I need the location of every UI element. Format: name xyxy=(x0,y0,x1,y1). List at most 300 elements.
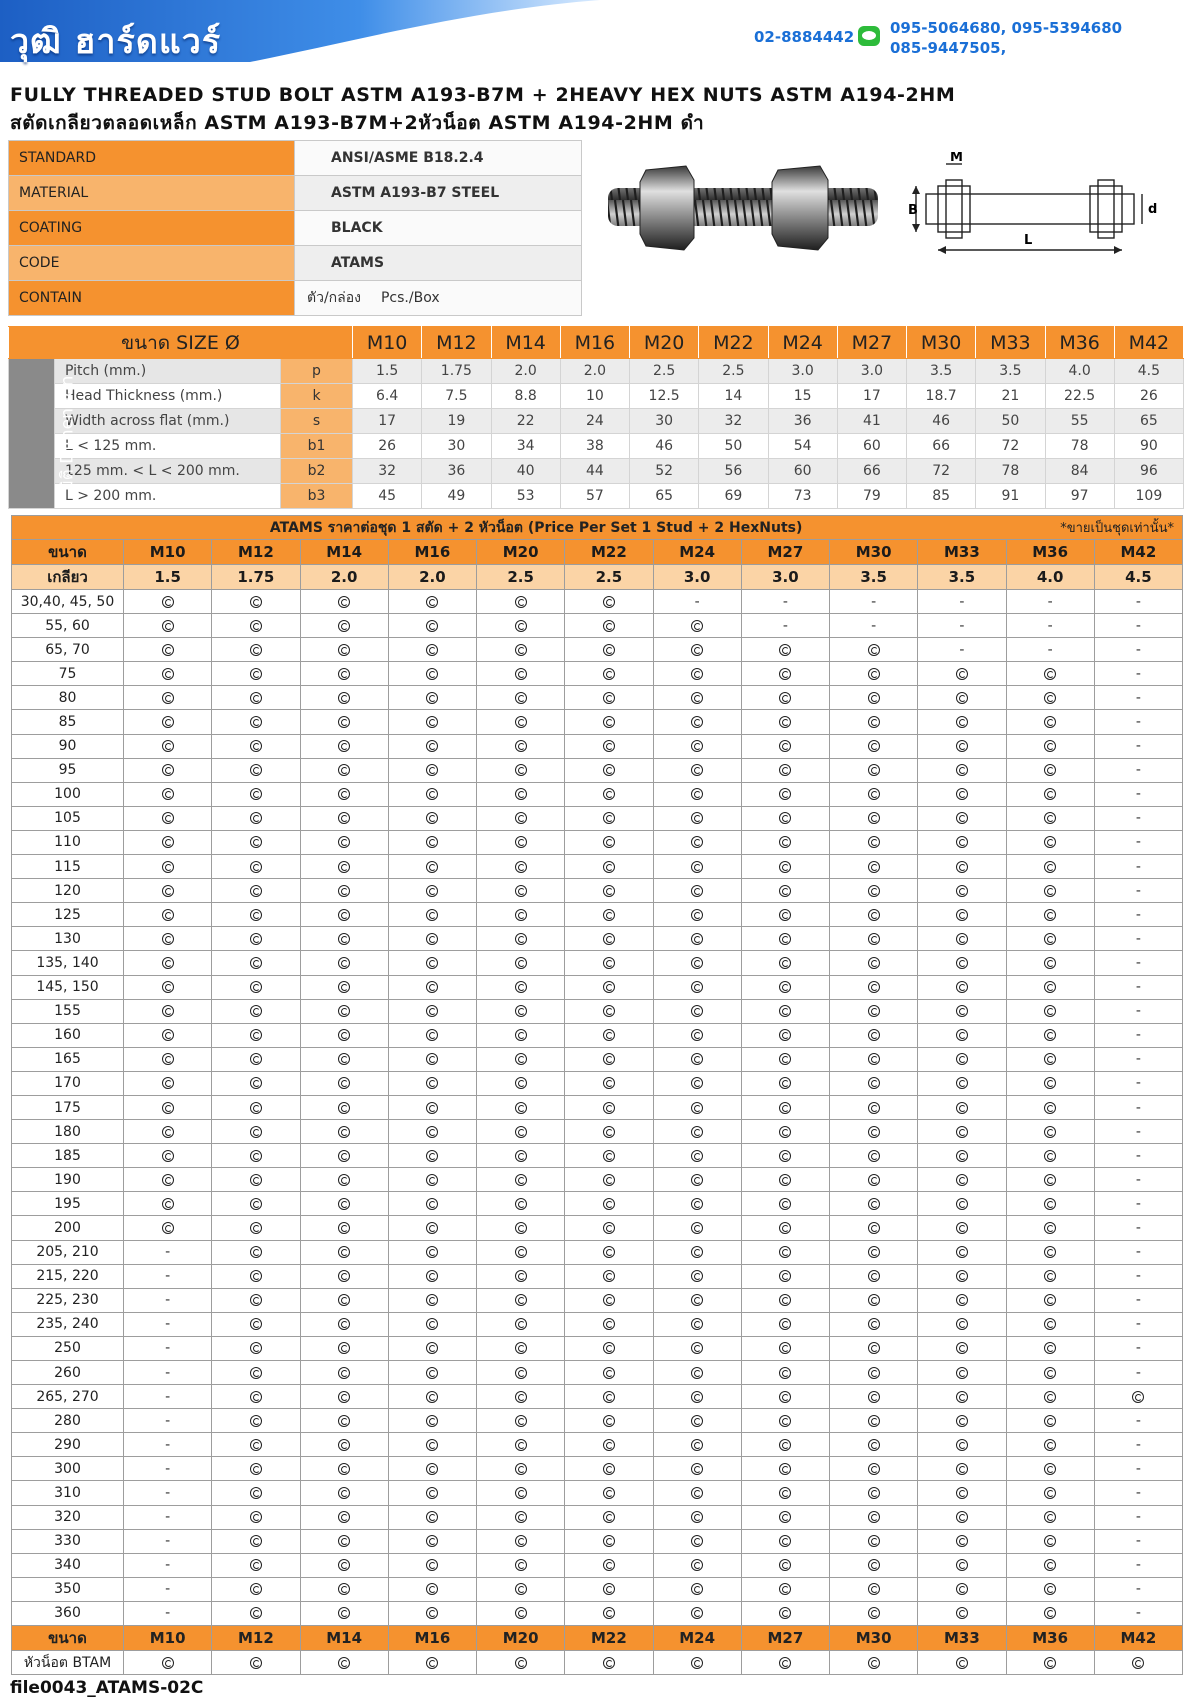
dim-row-label: L < 125 mm. xyxy=(55,434,281,459)
dim-size-m12: M12 xyxy=(422,327,491,359)
available-cell xyxy=(477,1433,565,1457)
available-cell xyxy=(212,1409,300,1433)
unavailable-cell: - xyxy=(1094,999,1182,1023)
available-cell xyxy=(1006,1505,1094,1529)
available-cell xyxy=(1006,1071,1094,1095)
available-cell xyxy=(1006,1577,1094,1601)
available-cell xyxy=(124,1216,212,1240)
available-circle-icon xyxy=(250,596,262,608)
available-circle-icon xyxy=(779,957,791,969)
available-cell xyxy=(477,975,565,999)
price-row xyxy=(12,806,1183,830)
available-cell xyxy=(918,999,1006,1023)
spec-key: MATERIAL xyxy=(9,176,295,211)
available-circle-icon xyxy=(691,740,703,752)
available-cell xyxy=(477,1481,565,1505)
dim-size-m20: M20 xyxy=(630,327,699,359)
available-circle-icon xyxy=(426,788,438,800)
available-circle-icon xyxy=(338,1583,350,1595)
available-cell xyxy=(477,879,565,903)
available-circle-icon xyxy=(1044,981,1056,993)
available-circle-icon xyxy=(1044,1029,1056,1041)
available-circle-icon xyxy=(779,1126,791,1138)
available-circle-icon xyxy=(868,1270,880,1282)
price-row xyxy=(12,1120,1183,1144)
available-circle-icon xyxy=(1044,1559,1056,1571)
available-circle-icon xyxy=(250,1270,262,1282)
available-circle-icon xyxy=(515,740,527,752)
price-pitch: 2.5 xyxy=(565,565,653,590)
price-footer-size: M42 xyxy=(1094,1626,1182,1651)
price-row xyxy=(12,1553,1183,1577)
available-cell xyxy=(653,999,741,1023)
available-circle-icon xyxy=(162,1126,174,1138)
available-cell xyxy=(653,1312,741,1336)
price-length: 85 xyxy=(12,710,124,734)
available-cell xyxy=(1006,1385,1094,1409)
unavailable-cell: - xyxy=(1094,590,1182,614)
available-cell xyxy=(830,1216,918,1240)
available-cell xyxy=(918,903,1006,927)
available-cell xyxy=(477,927,565,951)
available-cell xyxy=(1006,999,1094,1023)
available-circle-icon xyxy=(338,620,350,632)
available-cell xyxy=(830,1095,918,1119)
available-circle-icon xyxy=(338,644,350,656)
available-circle-icon xyxy=(868,1077,880,1089)
available-cell xyxy=(830,1553,918,1577)
available-circle-icon xyxy=(515,812,527,824)
available-cell xyxy=(830,951,918,975)
dim-cell: 78 xyxy=(1045,434,1114,459)
available-circle-icon xyxy=(603,668,615,680)
available-cell xyxy=(1006,734,1094,758)
price-pitch: 1.75 xyxy=(212,565,300,590)
available-cell xyxy=(741,1651,829,1675)
available-circle-icon xyxy=(956,1583,968,1595)
available-circle-icon xyxy=(338,1391,350,1403)
available-cell xyxy=(300,1601,388,1625)
price-length: 235, 240 xyxy=(12,1312,124,1336)
diagram-label-m: M xyxy=(950,152,963,165)
available-cell xyxy=(477,662,565,686)
available-circle-icon xyxy=(515,1294,527,1306)
available-cell xyxy=(653,1409,741,1433)
available-cell xyxy=(918,1553,1006,1577)
available-circle-icon xyxy=(956,1415,968,1427)
available-cell xyxy=(1006,1457,1094,1481)
price-row xyxy=(12,1216,1183,1240)
available-cell xyxy=(830,1336,918,1360)
available-cell xyxy=(918,1240,1006,1264)
available-cell xyxy=(653,1651,741,1675)
dim-cell: 36 xyxy=(768,409,837,434)
available-cell xyxy=(212,662,300,686)
available-circle-icon xyxy=(162,1222,174,1234)
unavailable-cell: - xyxy=(1094,1071,1182,1095)
available-circle-icon xyxy=(779,1102,791,1114)
available-cell xyxy=(653,1095,741,1119)
available-cell xyxy=(388,1361,476,1385)
available-cell xyxy=(212,975,300,999)
available-cell xyxy=(300,1120,388,1144)
available-circle-icon xyxy=(162,1005,174,1017)
dim-cell: 78 xyxy=(976,459,1045,484)
available-circle-icon xyxy=(515,1246,527,1258)
unavailable-cell: - xyxy=(1094,1120,1182,1144)
dim-cell: 30 xyxy=(422,434,491,459)
available-circle-icon xyxy=(250,1102,262,1114)
available-circle-icon xyxy=(338,1607,350,1619)
available-circle-icon xyxy=(338,1198,350,1210)
available-circle-icon xyxy=(956,1222,968,1234)
dim-cell: 2.5 xyxy=(630,359,699,384)
available-cell xyxy=(1006,951,1094,975)
available-cell xyxy=(477,1288,565,1312)
available-cell xyxy=(300,806,388,830)
price-pitch: 4.5 xyxy=(1094,565,1182,590)
available-cell xyxy=(477,1047,565,1071)
available-cell xyxy=(830,758,918,782)
dim-cell: 54 xyxy=(768,434,837,459)
available-circle-icon xyxy=(691,668,703,680)
available-circle-icon xyxy=(956,716,968,728)
available-cell xyxy=(1006,1047,1094,1071)
available-cell xyxy=(388,1433,476,1457)
available-circle-icon xyxy=(162,1174,174,1186)
available-circle-icon xyxy=(691,1174,703,1186)
dim-cell: 91 xyxy=(976,484,1045,509)
available-cell xyxy=(300,1336,388,1360)
dimension-table xyxy=(8,326,1184,509)
available-circle-icon xyxy=(426,1053,438,1065)
page-header xyxy=(0,0,1200,80)
available-cell xyxy=(212,855,300,879)
dim-cell: 84 xyxy=(1045,459,1114,484)
available-cell xyxy=(212,1577,300,1601)
available-cell xyxy=(653,662,741,686)
available-circle-icon xyxy=(338,716,350,728)
available-cell xyxy=(741,686,829,710)
available-cell xyxy=(565,638,653,662)
available-cell xyxy=(388,638,476,662)
available-circle-icon xyxy=(338,1102,350,1114)
available-cell xyxy=(300,927,388,951)
available-circle-icon xyxy=(162,1029,174,1041)
available-cell xyxy=(741,710,829,734)
available-circle-icon xyxy=(1044,1198,1056,1210)
available-circle-icon xyxy=(691,836,703,848)
available-cell xyxy=(565,590,653,614)
unavailable-cell: - xyxy=(124,1240,212,1264)
available-cell xyxy=(653,1433,741,1457)
available-cell xyxy=(918,1047,1006,1071)
price-length: 280 xyxy=(12,1409,124,1433)
dim-cell: 44 xyxy=(560,459,629,484)
available-circle-icon xyxy=(603,1174,615,1186)
available-circle-icon xyxy=(515,1029,527,1041)
available-circle-icon xyxy=(868,957,880,969)
price-length: 55, 60 xyxy=(12,614,124,638)
price-row xyxy=(12,758,1183,782)
available-cell xyxy=(565,1288,653,1312)
available-cell xyxy=(1006,1168,1094,1192)
available-circle-icon xyxy=(338,1150,350,1162)
available-circle-icon xyxy=(956,788,968,800)
available-circle-icon xyxy=(868,1222,880,1234)
dim-cell: 19 xyxy=(422,409,491,434)
unavailable-cell: - xyxy=(1094,1481,1182,1505)
price-footer-size: M27 xyxy=(741,1626,829,1651)
available-circle-icon xyxy=(956,812,968,824)
available-cell xyxy=(388,1240,476,1264)
available-circle-icon xyxy=(956,1005,968,1017)
available-circle-icon xyxy=(515,1126,527,1138)
available-circle-icon xyxy=(779,1077,791,1089)
available-circle-icon xyxy=(338,933,350,945)
available-circle-icon xyxy=(515,596,527,608)
spec-value-en: Pcs./Box xyxy=(380,290,440,306)
available-cell xyxy=(212,734,300,758)
unavailable-cell: - xyxy=(1094,1312,1182,1336)
price-row xyxy=(12,1457,1183,1481)
available-circle-icon xyxy=(250,620,262,632)
unavailable-cell: - xyxy=(124,1288,212,1312)
price-row xyxy=(12,1312,1183,1336)
dim-cell: 38 xyxy=(560,434,629,459)
dim-cell: 2.0 xyxy=(491,359,560,384)
dim-cell: 96 xyxy=(1114,459,1183,484)
available-cell xyxy=(741,1023,829,1047)
available-cell xyxy=(565,855,653,879)
available-cell xyxy=(477,1240,565,1264)
available-circle-icon xyxy=(515,1342,527,1354)
available-circle-icon xyxy=(868,1439,880,1451)
price-length: 290 xyxy=(12,1433,124,1457)
dim-cell: 46 xyxy=(907,409,976,434)
available-circle-icon xyxy=(691,1005,703,1017)
price-length: 185 xyxy=(12,1144,124,1168)
available-circle-icon xyxy=(956,1559,968,1571)
available-cell xyxy=(918,1336,1006,1360)
available-cell xyxy=(124,830,212,854)
available-circle-icon xyxy=(338,1559,350,1571)
available-cell xyxy=(918,855,1006,879)
dim-cell: 41 xyxy=(837,409,906,434)
dim-cell: 90 xyxy=(1114,434,1183,459)
available-circle-icon xyxy=(691,1391,703,1403)
available-circle-icon xyxy=(956,1077,968,1089)
available-circle-icon xyxy=(250,1657,262,1669)
spec-row xyxy=(9,176,582,211)
available-circle-icon xyxy=(1044,1487,1056,1499)
available-circle-icon xyxy=(1044,933,1056,945)
available-circle-icon xyxy=(338,1318,350,1330)
available-circle-icon xyxy=(1044,1053,1056,1065)
dim-cell: 1.75 xyxy=(422,359,491,384)
available-circle-icon xyxy=(515,1535,527,1547)
available-circle-icon xyxy=(779,692,791,704)
available-cell xyxy=(565,1264,653,1288)
dim-cell: 8.8 xyxy=(491,384,560,409)
available-circle-icon xyxy=(426,1126,438,1138)
dim-cell: 10 xyxy=(560,384,629,409)
available-circle-icon xyxy=(426,716,438,728)
available-cell xyxy=(918,1168,1006,1192)
dim-row-symbol: b3 xyxy=(281,484,353,509)
available-cell xyxy=(830,1433,918,1457)
available-cell xyxy=(477,1601,565,1625)
available-cell xyxy=(653,951,741,975)
available-cell xyxy=(830,1529,918,1553)
dim-row-symbol: b1 xyxy=(281,434,353,459)
phone-main: 02-8884442 xyxy=(754,28,855,46)
available-cell xyxy=(300,590,388,614)
available-cell xyxy=(741,1336,829,1360)
available-circle-icon xyxy=(338,764,350,776)
available-circle-icon xyxy=(426,1294,438,1306)
available-circle-icon xyxy=(338,1535,350,1547)
available-cell xyxy=(830,1047,918,1071)
available-cell xyxy=(1006,758,1094,782)
available-circle-icon xyxy=(426,1077,438,1089)
available-circle-icon xyxy=(779,1439,791,1451)
available-cell xyxy=(477,1071,565,1095)
spec-key: CODE xyxy=(9,246,295,281)
available-circle-icon xyxy=(603,1246,615,1258)
price-row xyxy=(12,1481,1183,1505)
available-cell xyxy=(124,1095,212,1119)
available-cell xyxy=(653,1553,741,1577)
available-cell xyxy=(741,1553,829,1577)
available-cell xyxy=(918,1601,1006,1625)
available-circle-icon xyxy=(868,1367,880,1379)
available-cell xyxy=(741,1168,829,1192)
available-cell xyxy=(918,830,1006,854)
available-circle-icon xyxy=(956,957,968,969)
dim-size-m14: M14 xyxy=(491,327,560,359)
available-circle-icon xyxy=(162,764,174,776)
unavailable-cell: - xyxy=(1094,1505,1182,1529)
unavailable-cell: - xyxy=(1094,1023,1182,1047)
dim-size-m42: M42 xyxy=(1114,327,1183,359)
available-circle-icon xyxy=(779,1415,791,1427)
available-circle-icon xyxy=(426,1583,438,1595)
available-circle-icon xyxy=(426,1005,438,1017)
available-circle-icon xyxy=(868,1053,880,1065)
available-circle-icon xyxy=(956,764,968,776)
available-circle-icon xyxy=(691,1657,703,1669)
available-cell xyxy=(1006,1095,1094,1119)
available-cell xyxy=(1006,1336,1094,1360)
price-footer-size: M14 xyxy=(300,1626,388,1651)
available-circle-icon xyxy=(868,692,880,704)
available-circle-icon xyxy=(250,1415,262,1427)
price-length: 130 xyxy=(12,927,124,951)
available-cell xyxy=(565,1240,653,1264)
available-cell xyxy=(830,1385,918,1409)
available-cell xyxy=(565,1529,653,1553)
available-cell xyxy=(1006,1288,1094,1312)
price-size-m36: M36 xyxy=(1006,540,1094,565)
available-cell xyxy=(124,590,212,614)
available-circle-icon xyxy=(426,1415,438,1427)
available-cell xyxy=(565,1047,653,1071)
available-circle-icon xyxy=(515,1415,527,1427)
price-row xyxy=(12,1601,1183,1625)
available-cell xyxy=(565,879,653,903)
available-cell xyxy=(477,1385,565,1409)
dim-cell: 14 xyxy=(699,384,768,409)
available-cell xyxy=(741,1144,829,1168)
available-circle-icon xyxy=(426,1270,438,1282)
available-cell xyxy=(300,855,388,879)
dim-cell: 26 xyxy=(1114,384,1183,409)
available-cell xyxy=(830,638,918,662)
available-circle-icon xyxy=(868,788,880,800)
available-cell xyxy=(741,638,829,662)
price-row xyxy=(12,1071,1183,1095)
available-circle-icon xyxy=(1044,1415,1056,1427)
available-circle-icon xyxy=(868,836,880,848)
available-cell xyxy=(477,1168,565,1192)
available-cell xyxy=(212,999,300,1023)
available-cell xyxy=(741,999,829,1023)
available-cell xyxy=(388,710,476,734)
available-circle-icon xyxy=(691,692,703,704)
available-cell xyxy=(565,903,653,927)
dim-size-m24: M24 xyxy=(768,327,837,359)
available-circle-icon xyxy=(515,1487,527,1499)
price-length: 310 xyxy=(12,1481,124,1505)
price-size-m14: M14 xyxy=(300,540,388,565)
available-cell xyxy=(918,1433,1006,1457)
available-circle-icon xyxy=(779,644,791,656)
available-circle-icon xyxy=(868,1150,880,1162)
available-cell xyxy=(124,951,212,975)
available-circle-icon xyxy=(162,909,174,921)
available-cell xyxy=(388,1264,476,1288)
available-circle-icon xyxy=(162,692,174,704)
available-circle-icon xyxy=(603,1053,615,1065)
unavailable-cell: - xyxy=(1094,855,1182,879)
dim-size-m36: M36 xyxy=(1045,327,1114,359)
available-circle-icon xyxy=(779,1198,791,1210)
available-cell xyxy=(565,951,653,975)
available-circle-icon xyxy=(603,1439,615,1451)
spec-key: COATING xyxy=(9,211,295,246)
available-cell xyxy=(653,638,741,662)
price-length: 90 xyxy=(12,734,124,758)
available-circle-icon xyxy=(1044,764,1056,776)
available-cell xyxy=(388,927,476,951)
available-circle-icon xyxy=(956,861,968,873)
available-circle-icon xyxy=(956,1535,968,1547)
available-cell xyxy=(830,806,918,830)
available-cell xyxy=(124,686,212,710)
available-cell xyxy=(741,758,829,782)
unavailable-cell: - xyxy=(1094,927,1182,951)
available-circle-icon xyxy=(426,957,438,969)
available-circle-icon xyxy=(779,1607,791,1619)
available-circle-icon xyxy=(779,1029,791,1041)
available-circle-icon xyxy=(603,1583,615,1595)
available-cell xyxy=(653,806,741,830)
dim-cell: 52 xyxy=(630,459,699,484)
available-circle-icon xyxy=(603,1463,615,1475)
available-cell xyxy=(918,686,1006,710)
price-row xyxy=(12,975,1183,999)
